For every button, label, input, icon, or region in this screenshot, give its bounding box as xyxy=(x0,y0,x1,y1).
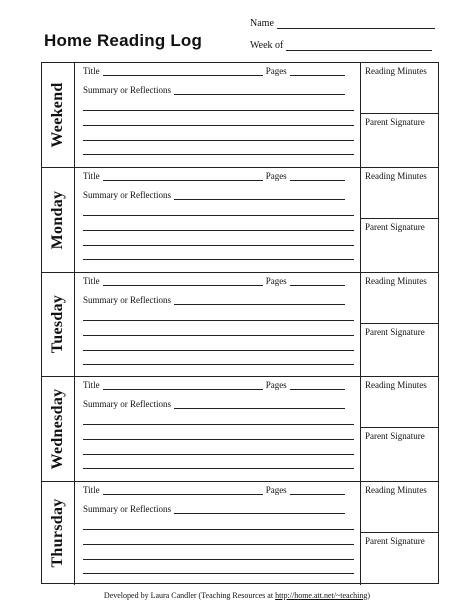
side-divider xyxy=(361,218,438,219)
title-row xyxy=(83,380,345,390)
pages-label: Pages xyxy=(265,275,287,286)
parent-signature-label: Parent Signature xyxy=(365,431,425,442)
day-section-monday xyxy=(42,167,438,271)
day-label-cell xyxy=(42,63,75,167)
summary-label: Summary or Reflections xyxy=(83,503,171,514)
reading-minutes-label: Reading Minutes xyxy=(365,66,427,76)
name-label: Name xyxy=(250,18,274,29)
reading-minutes-label: Reading Minutes xyxy=(365,275,427,286)
side-boxes xyxy=(360,377,438,480)
summary-row xyxy=(83,504,345,514)
summary-blank-line[interactable] xyxy=(174,504,345,514)
pages-blank-line[interactable] xyxy=(290,380,345,390)
reflection-writing-line[interactable] xyxy=(83,245,354,246)
reflection-writing-line[interactable] xyxy=(83,335,354,336)
day-section-thursday xyxy=(42,481,438,585)
title-label: Title xyxy=(83,171,100,182)
reflection-writing-line[interactable] xyxy=(83,573,354,574)
summary-blank-line[interactable] xyxy=(174,399,345,409)
entry-area xyxy=(83,377,355,480)
entry-area xyxy=(83,63,355,167)
day-name: Tuesday xyxy=(49,295,66,354)
footer-link[interactable]: http://home.att.net/~teaching xyxy=(275,591,368,600)
pages-label: Pages xyxy=(265,380,287,391)
day-name: Thursday xyxy=(49,498,66,568)
title-label: Title xyxy=(83,66,100,76)
name-blank-line[interactable] xyxy=(277,18,435,29)
entry-area xyxy=(83,168,355,271)
summary-row xyxy=(83,399,345,409)
pages-blank-line[interactable] xyxy=(290,276,345,286)
footer-credit: Developed by Laura Candler (Teaching Resources at xyxy=(103,591,276,600)
parent-signature-label: Parent Signature xyxy=(365,326,425,337)
title-row xyxy=(83,276,345,286)
side-divider xyxy=(361,427,438,428)
summary-row xyxy=(83,85,345,95)
reflection-writing-line[interactable] xyxy=(83,125,354,126)
footer xyxy=(0,591,474,600)
day-name: Wednesday xyxy=(49,388,66,470)
reflection-writing-line[interactable] xyxy=(83,364,354,365)
reading-minutes-label: Reading Minutes xyxy=(365,380,427,391)
footer-close: ) xyxy=(367,591,371,600)
reflection-writing-line[interactable] xyxy=(83,424,354,425)
day-section-wednesday xyxy=(42,376,438,480)
reflection-writing-line[interactable] xyxy=(83,454,354,455)
week-of-label: Week of xyxy=(250,40,284,51)
summary-blank-line[interactable] xyxy=(174,85,345,95)
day-name: Monday xyxy=(49,190,66,250)
side-divider xyxy=(361,113,438,114)
pages-blank-line[interactable] xyxy=(290,171,345,181)
title-blank-line[interactable] xyxy=(103,276,263,286)
summary-row xyxy=(83,190,345,200)
reflection-writing-line[interactable] xyxy=(83,468,354,469)
title-row xyxy=(83,66,345,76)
summary-label: Summary or Reflections xyxy=(83,85,171,95)
title-row xyxy=(83,171,345,181)
title-blank-line[interactable] xyxy=(103,66,263,76)
name-field xyxy=(250,18,435,29)
reflection-writing-line[interactable] xyxy=(83,544,354,545)
side-boxes xyxy=(360,168,438,271)
entry-area xyxy=(83,273,355,376)
reflection-writing-line[interactable] xyxy=(83,559,354,560)
reflection-writing-line[interactable] xyxy=(83,110,354,111)
title-blank-line[interactable] xyxy=(103,485,263,495)
reflection-writing-line[interactable] xyxy=(83,259,354,260)
side-divider xyxy=(361,323,438,324)
entry-area xyxy=(83,482,355,585)
day-section-tuesday xyxy=(42,272,438,376)
reflection-writing-line[interactable] xyxy=(83,154,354,155)
side-divider xyxy=(361,532,438,533)
summary-label: Summary or Reflections xyxy=(83,399,171,410)
title-row xyxy=(83,485,345,495)
week-of-field xyxy=(250,40,432,51)
pages-blank-line[interactable] xyxy=(290,485,345,495)
summary-blank-line[interactable] xyxy=(174,295,345,305)
pages-label: Pages xyxy=(265,66,287,76)
reflection-writing-line[interactable] xyxy=(83,140,354,141)
side-boxes xyxy=(360,63,438,167)
reflection-writing-line[interactable] xyxy=(83,350,354,351)
reflection-writing-line[interactable] xyxy=(83,215,354,216)
title-label: Title xyxy=(83,275,100,286)
reading-minutes-label: Reading Minutes xyxy=(365,171,427,182)
reflection-writing-line[interactable] xyxy=(83,439,354,440)
side-boxes xyxy=(360,482,438,585)
reflection-writing-line[interactable] xyxy=(83,529,354,530)
title-blank-line[interactable] xyxy=(103,380,263,390)
pages-blank-line[interactable] xyxy=(290,66,345,76)
summary-row xyxy=(83,295,345,305)
day-label-cell xyxy=(42,168,75,271)
reading-log-grid xyxy=(41,62,439,584)
parent-signature-label: Parent Signature xyxy=(365,535,425,546)
title-label: Title xyxy=(83,484,100,495)
reflection-writing-line[interactable] xyxy=(83,230,354,231)
parent-signature-label: Parent Signature xyxy=(365,117,425,127)
day-label-cell xyxy=(42,377,75,480)
title-blank-line[interactable] xyxy=(103,171,263,181)
day-name: Weekend xyxy=(49,82,66,148)
summary-label: Summary or Reflections xyxy=(83,294,171,305)
reflection-writing-line[interactable] xyxy=(83,320,354,321)
day-label-cell xyxy=(42,482,75,585)
day-section-weekend xyxy=(42,63,438,167)
parent-signature-label: Parent Signature xyxy=(365,222,425,233)
pages-label: Pages xyxy=(265,171,287,182)
pages-label: Pages xyxy=(265,484,287,495)
summary-label: Summary or Reflections xyxy=(83,190,171,201)
title-label: Title xyxy=(83,380,100,391)
reading-minutes-label: Reading Minutes xyxy=(365,484,427,495)
week-of-blank-line[interactable] xyxy=(286,40,432,51)
day-label-cell xyxy=(42,273,75,376)
summary-blank-line[interactable] xyxy=(174,190,345,200)
page-title: Home Reading Log xyxy=(44,31,203,50)
side-boxes xyxy=(360,273,438,376)
